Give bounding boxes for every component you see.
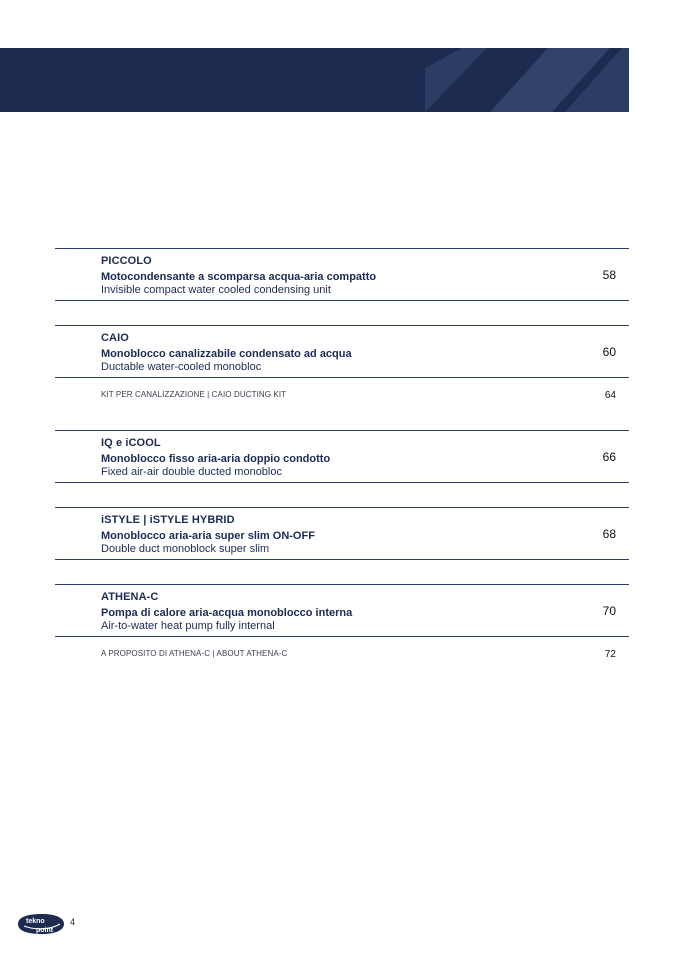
entry-name: PICCOLO (101, 255, 152, 267)
toc-subentry-about-athena-c[interactable] (55, 637, 629, 663)
subentry-page-number: 64 (604, 390, 616, 401)
entry-subtitle: Air-to-water heat pump fully internal (101, 620, 275, 632)
logo-text-bottom: point (36, 927, 54, 934)
page-number: 4 (70, 917, 76, 927)
entry-title: Monoblocco aria-aria super slim ON-OFF (101, 530, 315, 542)
entry-name: ATHENA-C (101, 591, 159, 603)
subentry-label: KIT PER CANALIZZAZIONE | CAIO DUCTING KIT (101, 390, 287, 399)
entry-name: iSTYLE | iSTYLE HYBRID (101, 514, 235, 526)
toc-entry-istyle[interactable] (55, 508, 629, 559)
entry-title: Pompa di calore aria-acqua monoblocco interna (101, 607, 353, 619)
banner-stripes-decoration (0, 48, 629, 112)
toc-entry-athena-c[interactable] (55, 585, 629, 636)
entry-page-number: 70 (602, 604, 616, 618)
entry-subtitle: Invisible compact water cooled condensing unit (101, 284, 331, 296)
entry-subtitle: Ductable water-cooled monobloc (101, 361, 262, 373)
entry-name: CAIO (101, 332, 129, 344)
header-banner (0, 48, 629, 112)
logo-text-top: tekno (26, 918, 45, 925)
entry-name: IQ e iCOOL (101, 437, 161, 449)
toc-entry-caio[interactable] (55, 326, 629, 377)
tekno-point-logo (16, 912, 66, 936)
entry-subtitle: Double duct monoblock super slim (101, 543, 270, 555)
entry-page-number: 68 (602, 527, 616, 541)
entry-subtitle: Fixed air-air double ducted monobloc (101, 466, 282, 478)
subentry-page-number: 72 (604, 649, 616, 660)
entry-page-number: 66 (602, 450, 616, 464)
toc-entry-iq-icool[interactable] (55, 431, 629, 482)
entry-title: Motocondensante a scomparsa acqua-aria compatto (101, 271, 377, 283)
toc-entry-piccolo[interactable] (55, 249, 629, 300)
page-footer (16, 912, 96, 936)
entry-page-number: 60 (602, 345, 616, 359)
entry-title: Monoblocco fisso aria-aria doppio condotto (101, 453, 331, 465)
entry-page-number: 58 (602, 268, 616, 282)
toc-subentry-caio-ducting-kit[interactable] (55, 378, 629, 404)
table-of-contents (55, 248, 629, 663)
entry-title: Monoblocco canalizzabile condensato ad acqua (101, 348, 352, 360)
subentry-label: A PROPOSITO DI ATHENA-C | ABOUT ATHENA-C (101, 649, 288, 658)
